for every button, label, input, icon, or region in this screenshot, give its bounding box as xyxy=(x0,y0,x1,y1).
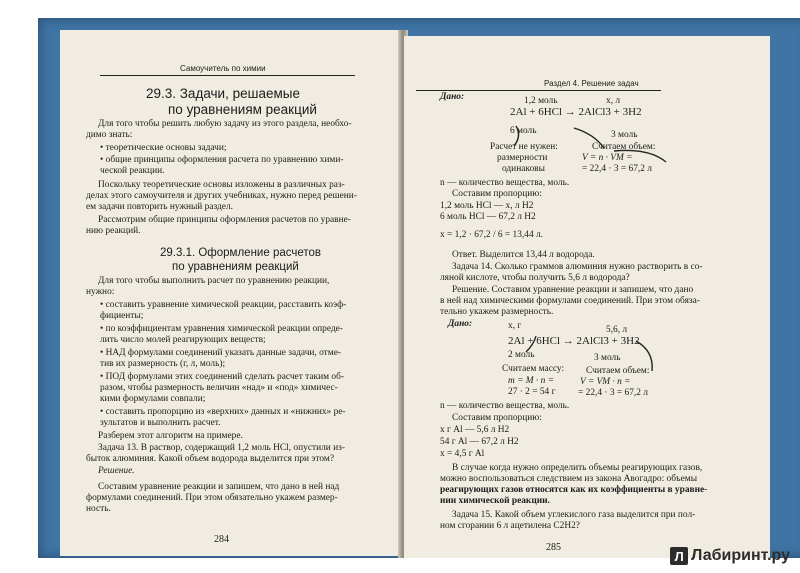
text-line: в ней над химическими формулами соединений. При этом обяза- xyxy=(440,296,700,306)
proportion-line: x г Al — 5,6 л H2 xyxy=(440,425,510,435)
section-title-2: по уравнениям реакций xyxy=(168,102,317,117)
proportion-line: 6 моль HCl — 67,2 л H2 xyxy=(440,212,536,222)
task-line: Задача 14. Сколько граммов алюминия нужно растворить в со- xyxy=(452,262,703,272)
reaction-below: 3 моль xyxy=(594,353,621,363)
note-line: Считаем массу: xyxy=(502,364,565,374)
text-line: нию реакций. xyxy=(86,226,141,236)
text-line: можно воспользоваться следствием из закона Авогадро: объемы xyxy=(440,474,698,484)
bullet-line: • ПОД формулами этих соединений сделать расчет таким об- xyxy=(100,372,344,382)
text-line: ем задачи повторить нужный раздел. xyxy=(86,202,233,212)
text-line: Для того чтобы выполнить расчет по уравнению реакции, xyxy=(98,276,330,286)
solution-label: Решение. xyxy=(98,466,135,476)
bullet-line: фициенты; xyxy=(100,311,144,321)
task-line: Задача 13. В раствор, содержащий 1,2 моль HCl, опустили из- xyxy=(98,443,345,453)
calculation-line: x = 1,2 · 67,2 / 6 = 13,44 л. xyxy=(440,230,544,240)
bullet-line: тив их размерность (г, л, моль); xyxy=(100,359,226,369)
reaction-below: 2 моль xyxy=(508,350,535,360)
bullet-line: разом, чтобы размерность величин «над» и «под» химичес- xyxy=(100,383,338,393)
formula-line: = 22,4 · 3 = 67,2 л xyxy=(578,388,648,398)
right-page xyxy=(404,36,770,558)
reaction-above: 1,2 моль xyxy=(524,96,558,106)
text-line: Составим уравнение реакции и запишем, что дано в ней над xyxy=(98,482,340,492)
reaction-equation: 2Al + 6HCl → 2AlCl3 + 3H2 xyxy=(510,106,642,118)
text-line: формулами соединений. При этом обязательно укажем размер- xyxy=(86,493,338,503)
text-line: Решение. Составим уравнение реакции и запишем, что дано xyxy=(452,285,694,295)
text-line: Составим пропорцию: xyxy=(452,413,542,423)
left-page xyxy=(60,30,402,556)
bullet-line: лить число молей реагирующих веществ; xyxy=(100,335,266,345)
text-line: n — количество вещества, моль. xyxy=(440,401,570,411)
running-head-right: Раздел 4. Решение задач xyxy=(544,79,639,88)
text-line: делах этого самоучителя и других учебниках, нужно перед решени- xyxy=(86,191,357,201)
bullet-line: зультатов и выполнить расчет. xyxy=(100,418,221,428)
reaction-above: 5,6, л xyxy=(606,325,628,335)
reaction-equation: 2Al + 6HCl → 2AlCl3 + 3H2 xyxy=(508,335,640,347)
text-line: Поскольку теоретические основы изложены в различных раз- xyxy=(98,180,345,190)
formula-line: m = M · n = xyxy=(508,376,554,386)
labirint-logo-icon: Л xyxy=(670,547,688,565)
watermark-logo xyxy=(670,547,790,565)
text-line: тельно укажем размерность. xyxy=(440,307,554,317)
bullet-line: • составить пропорцию из «верхних» данных и «нижних» ре- xyxy=(100,407,346,417)
calculation-line: x = 4,5 г Al xyxy=(440,449,485,459)
note-line: Считаем объем: xyxy=(592,142,656,152)
answer-line: Ответ. Выделится 13,44 л водорода. xyxy=(452,250,595,260)
page-number-left: 284 xyxy=(214,534,229,545)
note-line: Расчет не нужен: xyxy=(490,142,558,152)
text-line: ность. xyxy=(86,504,111,514)
proportion-line: 1,2 моль HCl — x, л H2 xyxy=(440,201,534,211)
text-line: Составим пропорцию: xyxy=(452,189,542,199)
text-line: ляной кислоте, чтобы получить 5,6 л водорода? xyxy=(440,273,630,283)
text-line: нии химической реакции. xyxy=(440,496,550,506)
formula-line: = 22,4 · 3 = 67,2 л xyxy=(582,164,652,174)
header-rule-left xyxy=(100,75,355,76)
reaction-below: 6 моль xyxy=(510,126,537,136)
formula-line: V = n · VM = xyxy=(582,153,633,163)
bullet-line: • составить уравнение химической реакции, расставить коэф- xyxy=(100,300,347,310)
formula-line: 27 · 2 = 54 г xyxy=(508,387,556,397)
subsection-title-1: 29.3.1. Оформление расчетов xyxy=(160,247,321,259)
note-line: размерности xyxy=(497,153,548,163)
formula-line: V = VM · n = xyxy=(580,377,631,387)
given-label: Дано: xyxy=(440,92,465,102)
reaction-above: x, г xyxy=(508,321,522,331)
text-line: реагирующих газов относятся как их коэффициенты в уравне- xyxy=(440,485,708,495)
note-line: одинаковы xyxy=(502,164,545,174)
text-line: n — количество вещества, моль. xyxy=(440,178,570,188)
bullet-line: • общие принципы оформления расчета по уравнению хими- xyxy=(100,155,344,165)
watermark-text: Лабиринт.ру xyxy=(691,547,790,564)
bullet-line: ческой реакции. xyxy=(100,166,165,176)
given-label: Дано: xyxy=(448,319,473,329)
bullet-line: • НАД формулами соединений указать данные задачи, отме- xyxy=(100,348,341,358)
text-line: В случае когда нужно определить объемы реагирующих газов, xyxy=(452,463,703,473)
text-line: Рассмотрим общие принципы оформления расчетов по уравне- xyxy=(98,215,351,225)
task-line: Задача 15. Какой объем углекислого газа выделится при пол- xyxy=(452,510,696,520)
bullet-line: кими формулами совпали; xyxy=(100,394,206,404)
text-line: ном сгорании 6 л ацетилена C2H2? xyxy=(440,521,580,531)
section-title-1: 29.3. Задачи, решаемые xyxy=(146,86,300,101)
text-line: Разберем этот алгоритм на примере. xyxy=(98,431,243,441)
bullet-line: • теоретические основы задачи; xyxy=(100,143,227,153)
running-head-left: Самоучитель по химии xyxy=(180,64,266,73)
text-line: Для того чтобы решить любую задачу из этого раздела, необхо- xyxy=(98,119,352,129)
note-line: Считаем объем: xyxy=(586,366,650,376)
reaction-below: 3 моль xyxy=(611,130,638,140)
reaction-above: x, л xyxy=(606,96,621,106)
text-line: нужно: xyxy=(86,287,115,297)
page-number-right: 285 xyxy=(546,542,561,553)
subsection-title-2: по уравнениям реакций xyxy=(172,261,299,273)
bullet-line: • по коэффициентам уравнения химической реакции опреде- xyxy=(100,324,343,334)
text-line: димо знать: xyxy=(86,130,133,140)
text-line: быток алюминия. Какой объем водорода выделится при этом? xyxy=(86,454,334,464)
proportion-line: 54 г Al — 67,2 л H2 xyxy=(440,437,519,447)
